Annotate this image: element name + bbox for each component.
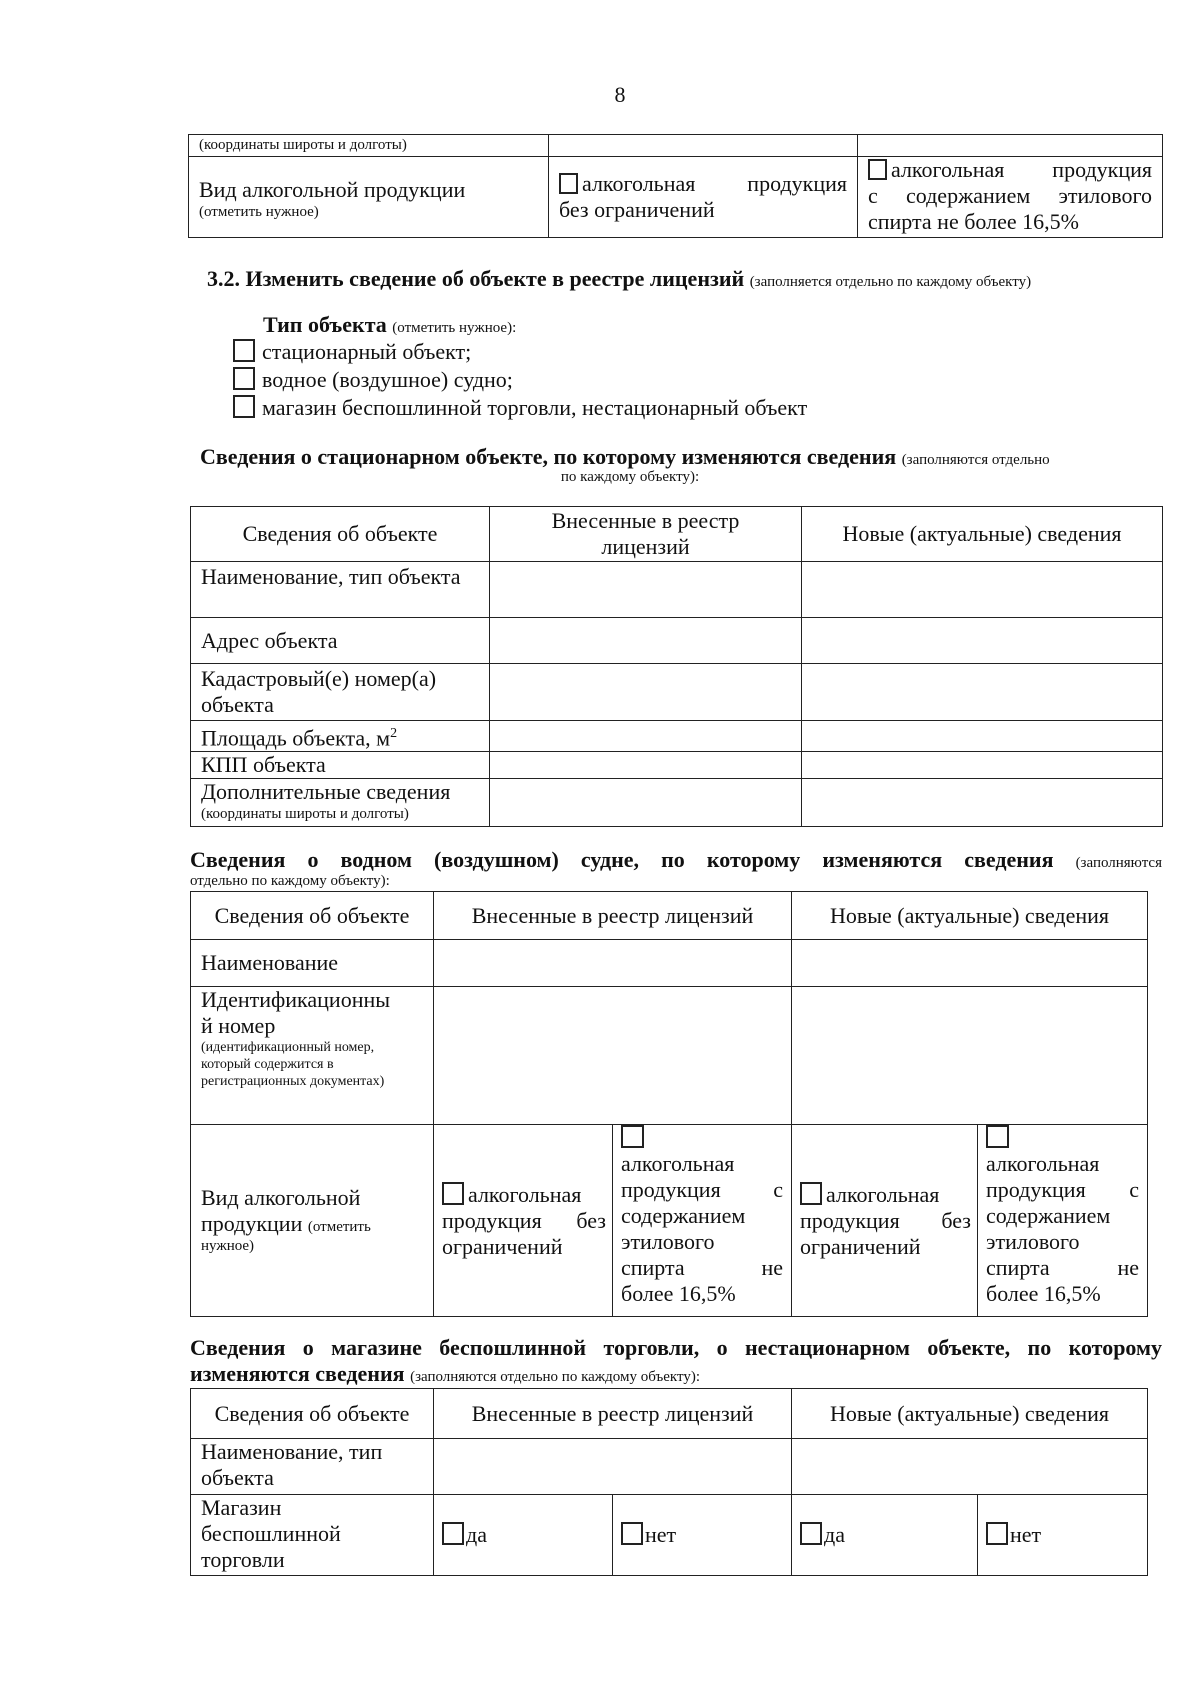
dutyfree-new-no[interactable]: нет: [978, 1495, 1148, 1576]
checkbox-vessel[interactable]: [233, 367, 255, 390]
stationary-kpp-registered[interactable]: [490, 752, 802, 779]
type-option-vessel[interactable]: водное (воздушное) судно;: [233, 366, 807, 394]
checkbox-vessel-new-limited[interactable]: [986, 1125, 1009, 1148]
checkbox-vessel-new-unlimited[interactable]: [800, 1182, 822, 1205]
dutyfree-row-name: Наименование, тип объекта: [191, 1439, 434, 1495]
coords-note-cell: [189, 135, 549, 157]
stationary-cadastral-new[interactable]: [802, 664, 1163, 721]
page-number: 8: [614, 82, 626, 107]
stationary-header-object: Сведения об объекте: [191, 507, 490, 562]
stationary-note: по каждому объекту):: [560, 469, 700, 485]
kind-option-unlimited[interactable]: алкогольная продукция без ограничений: [549, 157, 858, 238]
kind-note: (отметить нужное): [199, 204, 319, 220]
top-kind-table: [188, 134, 1163, 238]
stationary-kpp-new[interactable]: [802, 752, 1163, 779]
dutyfree-registered-no[interactable]: нет: [613, 1495, 792, 1576]
object-type-options: [233, 338, 807, 422]
vessel-table: [190, 891, 1148, 1317]
vessel-note: отдельно по каждому объекту):: [190, 873, 390, 889]
vessel-row-id: Идентификационны й номер (идентификационный номер, который содержится в регистрационных документах): [191, 987, 434, 1125]
vessel-header-object: Сведения об объекте: [191, 892, 434, 940]
dutyfree-registered-yes[interactable]: да: [434, 1495, 613, 1576]
vessel-header-registered: Внесенные в реестр лицензий: [434, 892, 792, 940]
checkbox-dutyfree-new-yes[interactable]: [800, 1522, 822, 1545]
vessel-id-new[interactable]: [792, 987, 1148, 1125]
stationary-heading: Сведения о стационарном объекте, по которому изменяются сведения (заполняются отдельно: [200, 444, 1050, 469]
dutyfree-header-object: Сведения об объекте: [191, 1389, 434, 1439]
stationary-row-additional: Дополнительные сведения (координаты широты и долготы): [191, 779, 490, 827]
dutyfree-new-yes[interactable]: да: [792, 1495, 978, 1576]
kind-option-limited[interactable]: алкогольная продукция с содержанием этилового спирта не более 16,5%: [858, 157, 1163, 238]
vessel-row-name: Наименование: [191, 940, 434, 987]
vessel-id-registered[interactable]: [434, 987, 792, 1125]
stationary-address-new[interactable]: [802, 618, 1163, 664]
kind-label-cell: [189, 157, 549, 238]
dutyfree-name-new[interactable]: [792, 1439, 1148, 1495]
checkbox-dutyfree-registered-no[interactable]: [621, 1522, 643, 1545]
stationary-area-registered[interactable]: [490, 721, 802, 752]
vessel-name-registered[interactable]: [434, 940, 792, 987]
checkbox-stationary[interactable]: [233, 339, 255, 362]
stationary-row-name: Наименование, тип объекта: [191, 562, 490, 618]
dutyfree-heading-2: изменяются сведения (заполняются отдельно по каждому объекту):: [190, 1361, 701, 1386]
vessel-registered-unlimited[interactable]: алкогольная продукция без ограничений: [434, 1125, 613, 1317]
stationary-header-registered: Внесенные в реестр лицензий: [490, 507, 802, 562]
stationary-name-registered[interactable]: [490, 562, 802, 618]
stationary-area-new[interactable]: [802, 721, 1163, 752]
section-32-heading: [207, 266, 1167, 295]
dutyfree-name-registered[interactable]: [434, 1439, 792, 1495]
stationary-row-address: Адрес объекта: [191, 618, 490, 664]
vessel-registered-limited[interactable]: алкогольная продукция с содержанием этилового спирта не более 16,5%: [613, 1125, 792, 1317]
checkbox-unlimited[interactable]: [559, 173, 578, 194]
stationary-row-area: Площадь объекта, $м^2$: [191, 721, 490, 752]
vessel-header-new: Новые (актуальные) сведения: [792, 892, 1148, 940]
checkbox-limited[interactable]: [868, 159, 887, 180]
vessel-heading: Сведения о водном (воздушном) судне, по которому изменяются сведения (заполняются: [190, 847, 1162, 872]
stationary-additional-registered[interactable]: [490, 779, 802, 827]
stationary-name-new[interactable]: [802, 562, 1163, 618]
dutyfree-header-registered: Внесенные в реестр лицензий: [434, 1389, 792, 1439]
section-32-title: 3.2. Изменить сведение об объекте в реестре лицензий: [207, 266, 745, 291]
checkbox-vessel-registered-unlimited[interactable]: [442, 1182, 464, 1205]
vessel-new-limited[interactable]: алкогольная продукция с содержанием этилового спирта не более 16,5%: [978, 1125, 1148, 1317]
vessel-row-kind: Вид алкогольной продукции (отметить нужное): [191, 1125, 434, 1317]
kind-label: Вид алкогольной продукции: [199, 177, 466, 202]
coords-note: (координаты широты и долготы): [199, 137, 407, 153]
dutyfree-row-shop: Магазин беспошлинной торговли: [191, 1495, 434, 1576]
vessel-name-new[interactable]: [792, 940, 1148, 987]
dutyfree-table: [190, 1388, 1148, 1576]
type-option-stationary[interactable]: стационарный объект;: [233, 338, 807, 366]
stationary-additional-new[interactable]: [802, 779, 1163, 827]
checkbox-dutyfree-new-no[interactable]: [986, 1522, 1008, 1545]
checkbox-dutyfree-registered-yes[interactable]: [442, 1522, 464, 1545]
checkbox-vessel-registered-limited[interactable]: [621, 1125, 644, 1148]
stationary-header-new: Новые (актуальные) сведения: [802, 507, 1163, 562]
type-option-dutyfree[interactable]: магазин беспошлинной торговли, нестационарный объект: [233, 394, 807, 422]
dutyfree-heading: Сведения о магазине беспошлинной торговли, о нестационарном объекте, по которому: [190, 1335, 1162, 1360]
section-32-note: (заполняется отдельно по каждому объекту): [749, 274, 1032, 290]
stationary-address-registered[interactable]: [490, 618, 802, 664]
object-type-label: Тип объекта (отметить нужное):: [263, 312, 517, 337]
checkbox-dutyfree[interactable]: [233, 395, 255, 418]
stationary-row-kpp: КПП объекта: [191, 752, 490, 779]
dutyfree-header-new: Новые (актуальные) сведения: [792, 1389, 1148, 1439]
vessel-new-unlimited[interactable]: алкогольная продукция без ограничений: [792, 1125, 978, 1317]
stationary-row-cadastral: Кадастровый(е) номер(а) объекта: [191, 664, 490, 721]
stationary-table: [190, 506, 1163, 827]
stationary-cadastral-registered[interactable]: [490, 664, 802, 721]
